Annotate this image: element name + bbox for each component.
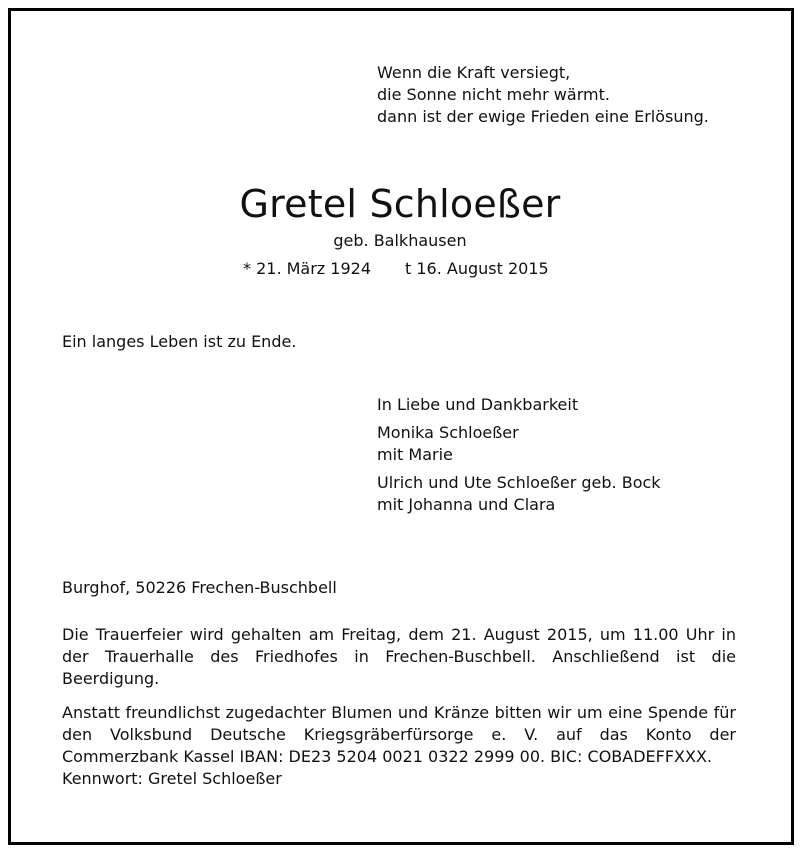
maiden-name: geb. Balkhausen xyxy=(333,231,467,250)
intro-text: Ein langes Leben ist zu Ende. xyxy=(62,332,297,351)
death-date: t 16. August 2015 xyxy=(405,259,549,278)
life-dates xyxy=(243,259,549,279)
mourner-name: Ulrich und Ute Schloeßer geb. Bock xyxy=(377,473,661,492)
mourners xyxy=(377,394,661,522)
poem-line: Wenn die Kraft versiegt, xyxy=(377,63,571,82)
mourner-name: Monika Schloeßer xyxy=(377,423,519,442)
address: Burghof, 50226 Frechen-Buschbell xyxy=(62,578,337,597)
donation-keyword: Kennwort: Gretel Schloeßer xyxy=(62,769,282,788)
poem-line: die Sonne nicht mehr wärmt. xyxy=(377,85,610,104)
deceased-name: Gretel Schloeßer xyxy=(239,182,561,226)
poem xyxy=(377,62,709,128)
funeral-notice: Die Trauerfeier wird gehalten am Freitag, dem 21. August 2015, um 11.00 Uhr in der Trauerhalle des Friedhofes in Frechen-Buschbell. Anschließend ist die Beerdigung. xyxy=(62,625,736,688)
mourner-group xyxy=(377,422,661,466)
mourner-name: mit Marie xyxy=(377,445,453,464)
donation-notice: Anstatt freundlichst zugedachter Blumen und Kränze bitten wir um eine Spende für den Volksbund Deutsche Kriegsgräberfürsorge e. V. auf das Konto der Commerzbank Kassel IBAN: DE23 5204 0021 0322 2999 00. BIC: COBADEFFXXX. xyxy=(62,703,736,766)
mourners-greeting: In Liebe und Dankbarkeit xyxy=(377,395,579,414)
mourner-name: mit Johanna und Clara xyxy=(377,495,556,514)
donation-block xyxy=(62,702,736,790)
mourner-group xyxy=(377,472,661,516)
birth-date: * 21. März 1924 xyxy=(243,259,372,278)
poem-line: dann ist der ewige Frieden eine Erlösung. xyxy=(377,107,709,126)
